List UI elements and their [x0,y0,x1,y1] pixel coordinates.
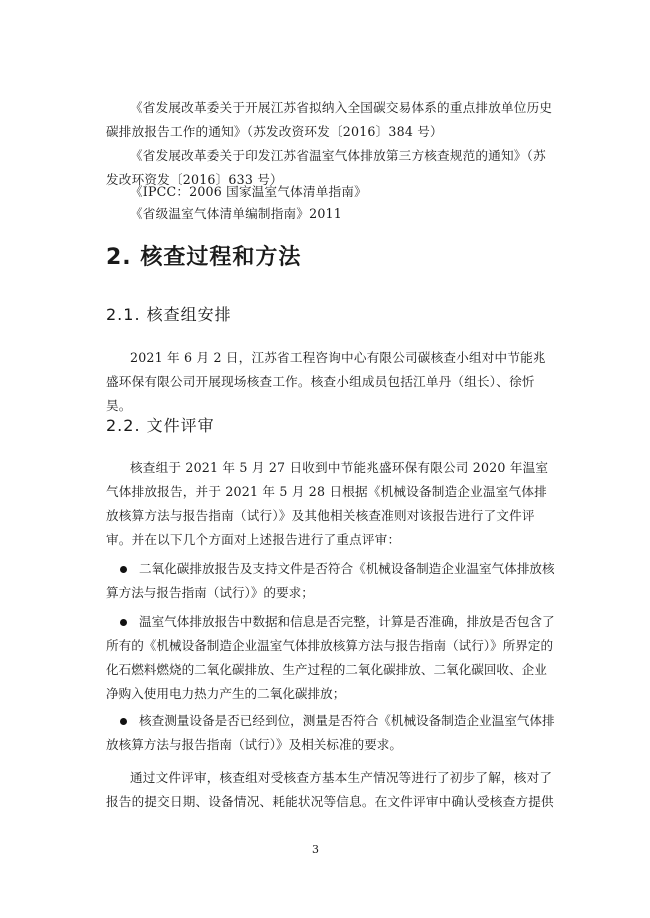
bullet-text-2: 温室气体排放报告中数据和信息是否完整，计算是否准确，排放是否包含了所有的《机械设备制造企业温室气体排放核算方法与报告指南（试行）》所界定的化石燃料燃烧的二氧化碳排放、生产过程的二氧化碳排放、二氧化碳回收、企业净购入使用电力热力产生的二氧化碳排放； [106,614,555,701]
subsection-heading-2-1: 2.1. 核查组安排 [106,305,232,324]
subsection-heading-2-2: 2.2. 文件评审 [106,416,215,435]
page-number: 3 [312,843,319,856]
list-item [106,709,556,757]
bullet-icon [120,566,127,573]
bullet-icon [120,718,127,725]
paragraph-document-review: 核查组于 2021 年 5 月 27 日收到中节能兆盛环保有限公司 2020 年温室气体排放报告，并于 2021 年 5 月 28 日根据《机械设备制造企业温室气体排放核算方法与报告指南（试行）》及其他相关核查准则对该报告进行了文件评审。并在以下几个方面对上述报告进行了重点评审： [106,460,549,547]
bullet-icon [120,619,127,626]
paragraph-team-arrangement: 2021 年 6 月 2 日，江苏省工程咨询中心有限公司碳核查小组对中节能兆盛环保有限公司开展现场核查工作。核查小组成员包括江单丹（组长）、徐忻昊。 [106,350,546,413]
reference-3: 《IPCC：2006 国家温室气体清单指南》 [130,184,367,199]
reference-2: 《省发展改革委关于印发江苏省温室气体排放第三方核查规范的通知》（苏发改环资发〔2016〕633 号） [106,148,546,187]
reference-1: 《省发展改革委关于开展江苏省拟纳入全国碳交易体系的重点排放单位历史碳排放报告工作的通知》（苏发改资环发〔2016〕384 号） [106,100,553,139]
reference-4: 《省级温室气体清单编制指南》2011 [130,206,342,221]
paragraph-review-result: 通过文件评审，核查组对受核查方基本生产情况等进行了初步了解，核对了报告的提交日期、设备情况、耗能状况等信息。在文件评审中确认受核查方提供 [106,770,554,809]
section-heading: 2. 核查过程和方法 [106,245,302,270]
bullet-text-1: 二氧化碳排放报告及支持文件是否符合《机械设备制造企业温室气体排放核算方法与报告指南（试行）》的要求； [106,561,555,600]
bullet-text-3: 核查测量设备是否已经到位，测量是否符合《机械设备制造企业温室气体排放核算方法与报告指南（试行）》及相关标准的要求。 [106,713,555,752]
list-item [106,557,556,605]
list-item [106,610,556,706]
